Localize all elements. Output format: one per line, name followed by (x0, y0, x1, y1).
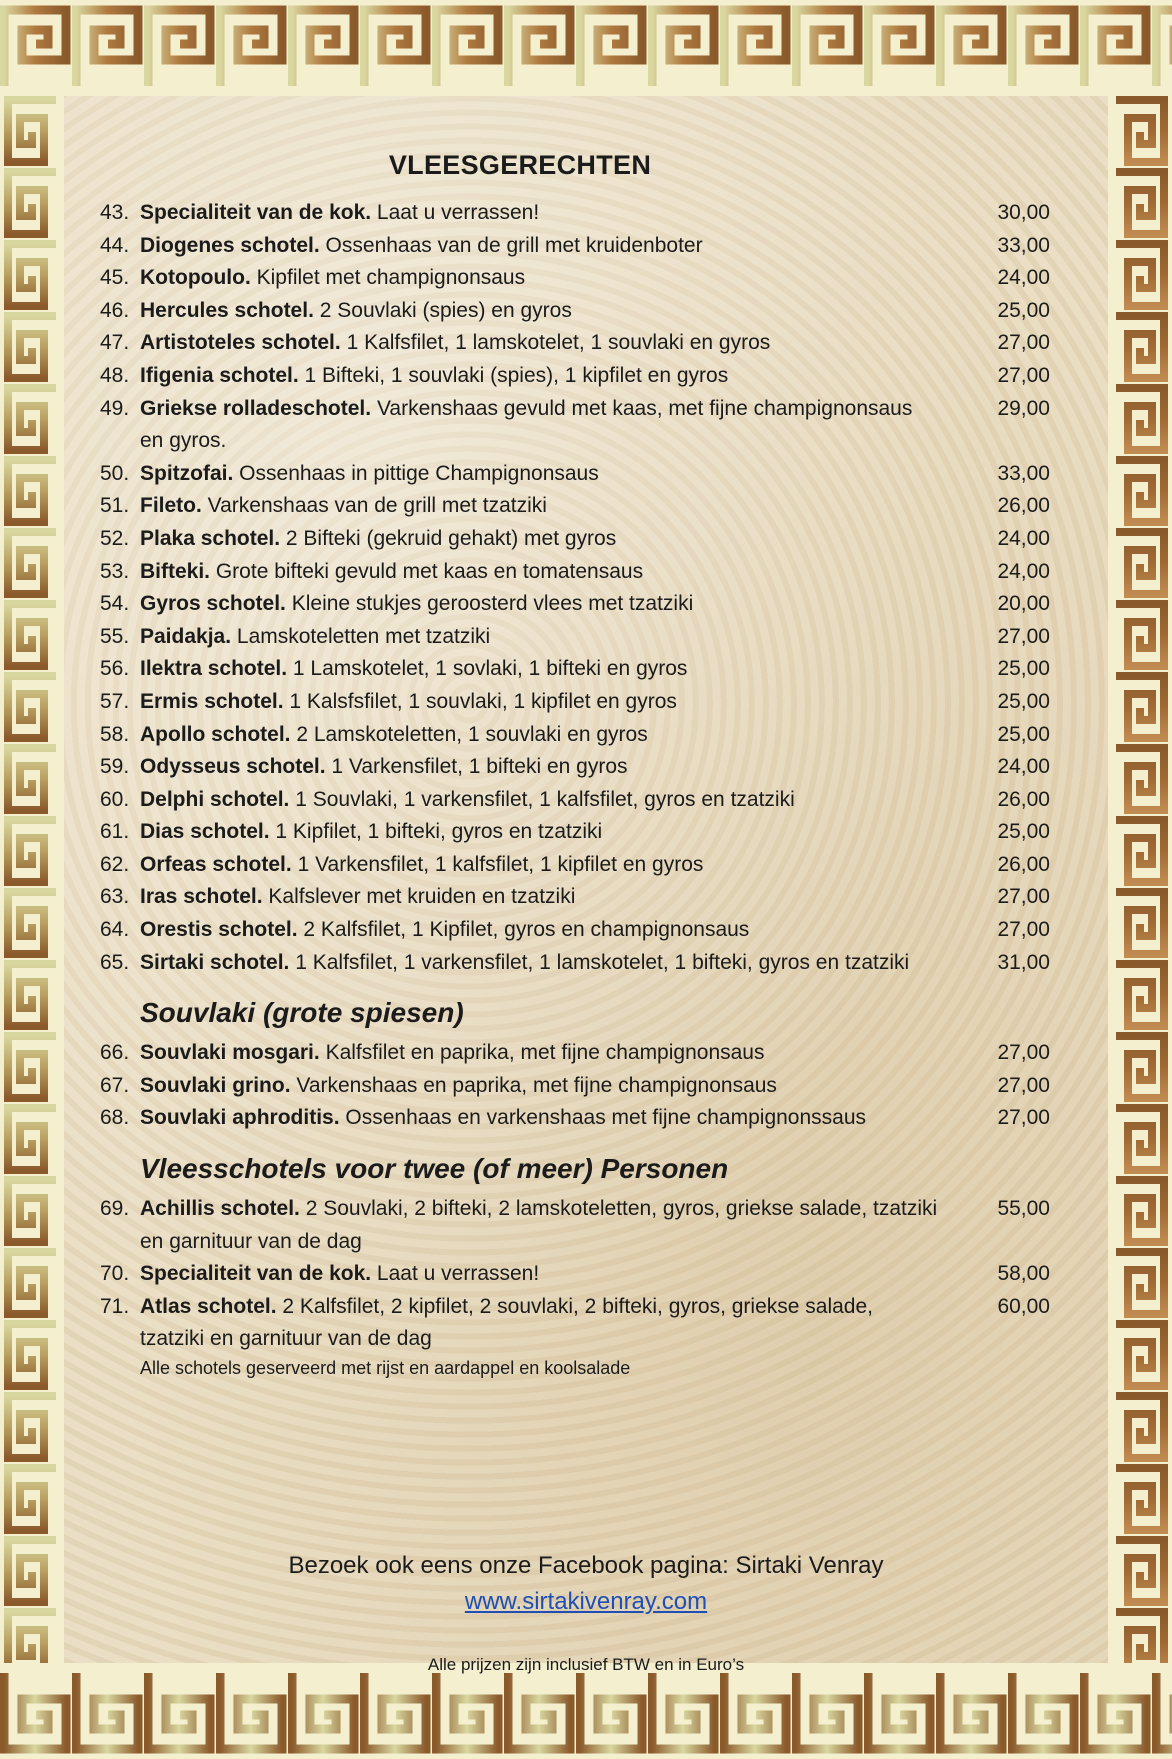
menu-item-row (100, 262, 1050, 295)
item-name: Ermis schotel. (140, 689, 284, 713)
menu-item-row (100, 947, 1050, 980)
duo-title: Vleesschotels voor twee (of meer) Personen (140, 1153, 729, 1185)
item-detail: Varkenshaas gevuld met kaas, met fijne champignonsaus en gyros. (140, 396, 913, 453)
item-price: 25,00 (997, 722, 1050, 746)
item-name: Atlas schotel. (140, 1294, 277, 1318)
item-detail: Ossenhaas en varkenshaas met fijne champignonssaus (339, 1106, 867, 1130)
item-detail: 1 Lamskotelet, 1 sovlaki, 1 bifteki en gyros (287, 657, 688, 681)
item-description (140, 262, 960, 295)
menu-item-row (100, 360, 1050, 393)
item-name: Orestis schotel. (140, 918, 298, 942)
item-description (140, 360, 960, 393)
item-name: Souvlaki aphroditis. (140, 1106, 340, 1130)
item-number: 56. (100, 657, 130, 681)
item-description (140, 1102, 960, 1135)
menu-item-row (100, 914, 1050, 947)
item-price: 26,00 (997, 787, 1050, 811)
item-number: 64. (100, 918, 130, 942)
item-detail: 1 Bifteki, 1 souvlaki (spies), 1 kipfilet en gyros (298, 363, 729, 387)
item-price: 27,00 (997, 885, 1050, 909)
vat-note: Alle prijzen zijn inclusief BTW en in Euro’s (427, 1655, 745, 1674)
item-number: 62. (100, 852, 130, 876)
item-detail: Varkenshaas en paprika, met fijne champignonsaus (290, 1073, 777, 1097)
item-number: 68. (100, 1106, 130, 1130)
menu-item-row (100, 686, 1050, 719)
menu-item-row (100, 1193, 1050, 1258)
menu-item-row (100, 523, 1050, 556)
item-name: Ilektra schotel. (140, 657, 288, 681)
item-description (140, 947, 960, 980)
item-description (140, 556, 960, 589)
item-description (140, 751, 960, 784)
item-name: Achillis schotel. (140, 1197, 300, 1221)
item-number: 59. (100, 755, 130, 779)
item-description (140, 1193, 960, 1258)
item-description (140, 816, 960, 849)
item-price: 58,00 (997, 1262, 1050, 1286)
menu-item-row (100, 197, 1050, 230)
item-detail: 1 Kalfsfilet, 1 lamskotelet, 1 souvlaki en gyros (340, 331, 771, 355)
item-detail: Lamskoteletten met tzatziki (231, 624, 491, 648)
item-number: 45. (100, 266, 130, 290)
menu-item-row (100, 751, 1050, 784)
item-name: Specialiteit van de kok. (140, 1262, 372, 1286)
item-description (140, 1258, 960, 1291)
item-description (140, 719, 960, 752)
item-name: Specialiteit van de kok. (140, 201, 372, 224)
item-description (140, 686, 960, 719)
item-name: Plaka schotel. (140, 526, 281, 550)
item-description (140, 230, 960, 263)
item-number: 67. (100, 1073, 130, 1097)
item-price: 24,00 (997, 559, 1050, 583)
item-name: Delphi schotel. (140, 787, 290, 811)
menu-item-row (100, 458, 1050, 491)
website-link[interactable]: www.sirtakivenray.com (464, 1588, 708, 1615)
item-detail: 2 Souvlaki, 2 bifteki, 2 lamskoteletten, gyros, griekse salade, tzatziki en garnituur van de dag (140, 1197, 938, 1253)
item-description (140, 523, 960, 556)
item-number: 52. (100, 526, 130, 550)
item-name: Ifigenia schotel. (140, 363, 299, 387)
menu-item-row (100, 393, 1050, 458)
item-description (140, 327, 960, 360)
item-name: Artistoteles schotel. (140, 331, 341, 355)
menu-item-row (100, 1037, 1050, 1070)
item-name: Souvlaki grino. (140, 1073, 291, 1097)
item-number: 44. (100, 233, 130, 257)
item-price: 33,00 (997, 233, 1050, 257)
item-description (140, 653, 960, 686)
item-description (140, 458, 960, 491)
item-name: Hercules schotel. (140, 298, 314, 322)
item-price: 25,00 (997, 298, 1050, 322)
item-name: Diogenes schotel. (140, 233, 320, 257)
item-description (140, 295, 960, 328)
item-price: 31,00 (997, 950, 1050, 974)
facebook-text: Bezoek ook eens onze Facebook pagina: Sirtaki Venray (288, 1552, 884, 1579)
greek-key-border-right (1108, 96, 1172, 1663)
item-description (140, 490, 960, 523)
item-number: 49. (100, 396, 130, 420)
item-name: Griekse rolladeschotel. (140, 396, 372, 420)
item-number: 60. (100, 787, 130, 811)
menu-item-row (100, 881, 1050, 914)
item-name: Sirtaki schotel. (140, 950, 290, 974)
item-name: Bifteki. (140, 559, 211, 583)
item-number: 55. (100, 624, 130, 648)
item-detail: 1 Varkensfilet, 1 bifteki en gyros (325, 755, 628, 779)
item-price: 26,00 (997, 852, 1050, 876)
item-price: 25,00 (997, 689, 1050, 713)
item-detail: 2 Bifteki (gekruid gehakt) met gyros (280, 526, 617, 550)
item-detail: Ossenhaas van de grill met kruidenboter (319, 233, 703, 257)
item-detail: Laat u verrassen! (371, 1262, 540, 1286)
item-number: 47. (100, 331, 130, 355)
item-price: 27,00 (997, 1041, 1050, 1065)
menu-item-row (100, 1258, 1050, 1291)
item-price: 27,00 (997, 1106, 1050, 1130)
item-detail: 1 Kalsfsfilet, 1 souvlaki, 1 kipfilet en gyros (283, 689, 677, 713)
item-name: Iras schotel. (140, 885, 263, 909)
dish-list (100, 197, 1050, 979)
item-name: Odysseus schotel. (140, 755, 326, 779)
item-detail: Laat u verrassen! (371, 201, 540, 224)
item-name: Kotopoulo. (140, 266, 251, 290)
item-price: 26,00 (997, 494, 1050, 518)
item-detail: 2 Souvlaki (spies) en gyros (313, 298, 572, 322)
item-detail: Kalfsfilet en paprika, met fijne champignonsaus (319, 1041, 765, 1065)
item-detail: Kalfslever met kruiden en tzatziki (262, 885, 576, 909)
item-detail: 1 Souvlaki, 1 varkensfilet, 1 kalfsfilet, gyros en tzatziki (289, 787, 795, 811)
menu-item-row (100, 621, 1050, 654)
item-number: 70. (100, 1262, 130, 1286)
item-description (140, 621, 960, 654)
item-number: 50. (100, 461, 130, 485)
menu-item-row (100, 653, 1050, 686)
item-detail: 1 Kipfilet, 1 bifteki, gyros en tzatziki (269, 820, 603, 844)
item-number: 53. (100, 559, 130, 583)
item-detail: 2 Kalfsfilet, 2 kipfilet, 2 souvlaki, 2 bifteki, gyros, griekse salade, tzatziki en garnituur van de dag (140, 1294, 873, 1351)
item-price: 27,00 (997, 624, 1050, 648)
item-description (140, 1291, 960, 1356)
menu-item-row (100, 295, 1050, 328)
item-price: 27,00 (997, 918, 1050, 942)
menu-item-row (100, 1291, 1050, 1356)
item-price: 55,00 (997, 1197, 1050, 1221)
item-price: 24,00 (997, 755, 1050, 779)
item-price: 24,00 (997, 266, 1050, 290)
item-number: 46. (100, 298, 130, 322)
item-price: 27,00 (997, 363, 1050, 387)
item-number: 51. (100, 494, 130, 518)
menu-item-row (100, 490, 1050, 523)
greek-key-border-left (0, 96, 64, 1663)
item-price: 27,00 (997, 331, 1050, 355)
menu-item-row (100, 1070, 1050, 1103)
item-price: 30,00 (997, 201, 1050, 224)
item-description (140, 784, 960, 817)
item-detail: 2 Kalfsfilet, 1 Kipfilet, gyros en champignonsaus (297, 918, 750, 942)
souvlaki-title: Souvlaki (grote spiesen) (140, 997, 464, 1029)
menu-item-row (100, 588, 1050, 621)
item-description (140, 1037, 960, 1070)
section-title: VLEESGERECHTEN (388, 150, 652, 180)
item-description (140, 1070, 960, 1103)
item-detail: 1 Varkensfilet, 1 kalfsfilet, 1 kipfilet en gyros (291, 852, 704, 876)
item-price: 27,00 (997, 1073, 1050, 1097)
item-name: Gyros schotel. (140, 592, 286, 616)
menu-item-row (100, 1102, 1050, 1135)
item-number: 57. (100, 689, 130, 713)
menu-item-row (100, 849, 1050, 882)
item-number: 48. (100, 363, 130, 387)
item-number: 65. (100, 950, 130, 974)
item-number: 69. (100, 1197, 130, 1221)
item-detail: 2 Lamskoteletten, 1 souvlaki en gyros (290, 722, 648, 746)
duo-list (100, 1193, 1050, 1356)
menu-content (100, 150, 1050, 1379)
item-number: 71. (100, 1294, 130, 1318)
item-price: 25,00 (997, 820, 1050, 844)
item-price: 33,00 (997, 461, 1050, 485)
menu-item-row (100, 327, 1050, 360)
item-detail: Ossenhaas in pittige Champignonsaus (233, 461, 599, 485)
greek-key-border-bottom (0, 1663, 1172, 1759)
item-description (140, 197, 960, 230)
serving-note: Alle schotels geserveerd met rijst en aardappel en koolsalade (140, 1358, 631, 1378)
item-detail: Varkenshaas van de grill met tzatziki (201, 494, 547, 518)
item-name: Dias schotel. (140, 820, 270, 844)
item-description (140, 881, 960, 914)
item-name: Spitzofai. (140, 461, 234, 485)
item-number: 61. (100, 820, 130, 844)
item-description (140, 849, 960, 882)
item-number: 66. (100, 1041, 130, 1065)
menu-item-row (100, 230, 1050, 263)
item-price: 60,00 (997, 1294, 1050, 1318)
item-price: 24,00 (997, 526, 1050, 550)
item-number: 54. (100, 592, 130, 616)
item-description (140, 393, 960, 458)
item-number: 63. (100, 885, 130, 909)
item-price: 25,00 (997, 657, 1050, 681)
item-detail: Kleine stukjes geroosterd vlees met tzatziki (285, 592, 694, 616)
item-price: 29,00 (997, 396, 1050, 420)
item-description (140, 914, 960, 947)
item-number: 58. (100, 722, 130, 746)
item-name: Paidakja. (140, 624, 232, 648)
item-detail: 1 Kalfsfilet, 1 varkensfilet, 1 lamskotelet, 1 bifteki, gyros en tzatziki (289, 950, 910, 974)
menu-item-row (100, 556, 1050, 589)
menu-item-row (100, 719, 1050, 752)
item-name: Fileto. (140, 494, 202, 518)
item-price: 20,00 (997, 592, 1050, 616)
item-number: 43. (100, 201, 130, 224)
greek-key-border-top (0, 0, 1172, 96)
menu-item-row (100, 816, 1050, 849)
souvlaki-list (100, 1037, 1050, 1135)
item-detail: Grote bifteki gevuld met kaas en tomatensaus (210, 559, 644, 583)
item-description (140, 588, 960, 621)
item-detail: Kipfilet met champignonsaus (250, 266, 526, 290)
item-name: Souvlaki mosgari. (140, 1041, 320, 1065)
menu-item-row (100, 784, 1050, 817)
item-name: Apollo schotel. (140, 722, 291, 746)
item-name: Orfeas schotel. (140, 852, 292, 876)
